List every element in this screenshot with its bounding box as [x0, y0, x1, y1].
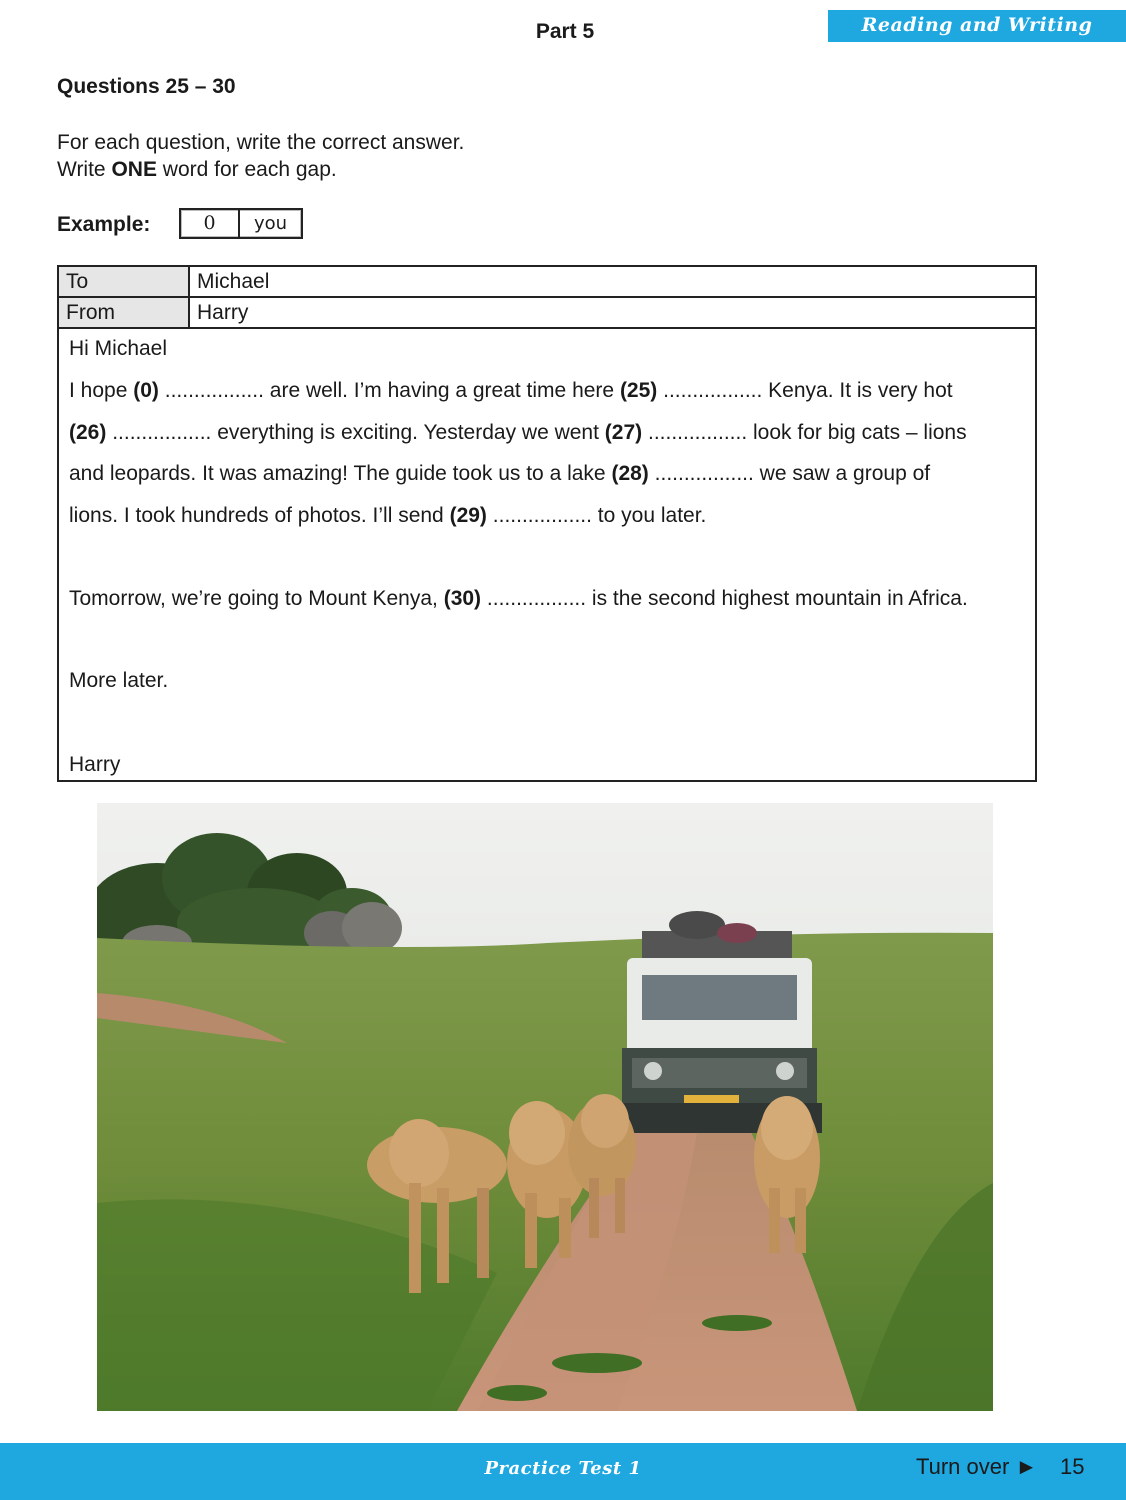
text: lions. I took hundreds of photos. I’ll send [69, 504, 450, 527]
email-line-3 [69, 462, 930, 486]
gap-26[interactable]: ................. [112, 421, 212, 444]
questions-title: Questions 25 – 30 [57, 75, 236, 98]
email-signature: Harry [69, 753, 121, 776]
instructions [57, 129, 464, 183]
from-value: Harry [197, 301, 249, 324]
example-number: 0 [181, 210, 240, 237]
question-number: (29) [449, 504, 487, 527]
gap-28[interactable]: ................. [654, 462, 754, 485]
text: Tomorrow, we’re going to Mount Kenya, [69, 587, 444, 610]
email-to-row [59, 267, 1035, 298]
email-line-5 [69, 587, 968, 611]
safari-illustration [97, 803, 993, 1411]
question-number: (30) [443, 587, 482, 610]
text: to you later. [591, 504, 707, 527]
text: everything is exciting. Yesterday we went [211, 421, 605, 444]
email-line-2 [69, 421, 967, 445]
part-title: Part 5 [535, 20, 595, 43]
email-from-row [59, 298, 1035, 329]
gap-0: ................. [164, 379, 264, 402]
example-answer: you [253, 213, 288, 234]
instruction-line-1: For each question, write the correct answer. [57, 131, 465, 154]
instruction-bold: ONE [111, 158, 157, 181]
section-tab: Reading and Writing [828, 10, 1126, 42]
question-number: (28) [611, 462, 649, 485]
footer-bar [0, 1443, 1126, 1500]
email-closing: More later. [69, 669, 169, 692]
question-number: (27) [604, 421, 643, 444]
gap-30[interactable]: ................. [486, 587, 587, 610]
email-line-4 [69, 504, 706, 528]
text: are well. I’m having a great time here [263, 379, 620, 402]
from-label: From [59, 298, 190, 327]
question-number: (26) [69, 421, 107, 444]
gap-29[interactable]: ................. [492, 504, 592, 527]
question-number: (0) [133, 379, 159, 402]
turn-over: Turn over ► [916, 1454, 1038, 1479]
safari-photo [97, 803, 993, 1411]
page-number: 15 [1060, 1454, 1085, 1479]
instruction-line-2 [57, 156, 464, 183]
to-label: To [59, 267, 190, 296]
text: look for big cats – lions [747, 421, 967, 444]
email-box [57, 265, 1037, 782]
text: is the second highest mountain in Africa. [586, 587, 968, 610]
email-line-1 [69, 379, 953, 403]
example-label: Example: [57, 213, 151, 236]
text: we saw a group of [753, 462, 931, 485]
question-number: (25) [619, 379, 658, 402]
gap-27[interactable]: ................. [647, 421, 748, 444]
gap-25[interactable]: ................. [663, 379, 763, 402]
instruction-text: word for each gap. [156, 158, 337, 181]
to-value: Michael [197, 270, 270, 293]
text: and leopards. It was amazing! The guide took us to a lake [69, 462, 612, 485]
text: Kenya. It is very hot [762, 379, 953, 402]
email-greeting: Hi Michael [69, 337, 168, 360]
footer-title: Practice Test 1 [484, 1458, 642, 1479]
text: I hope [69, 379, 134, 402]
example-box [179, 208, 303, 239]
instruction-text: Write [57, 158, 112, 181]
